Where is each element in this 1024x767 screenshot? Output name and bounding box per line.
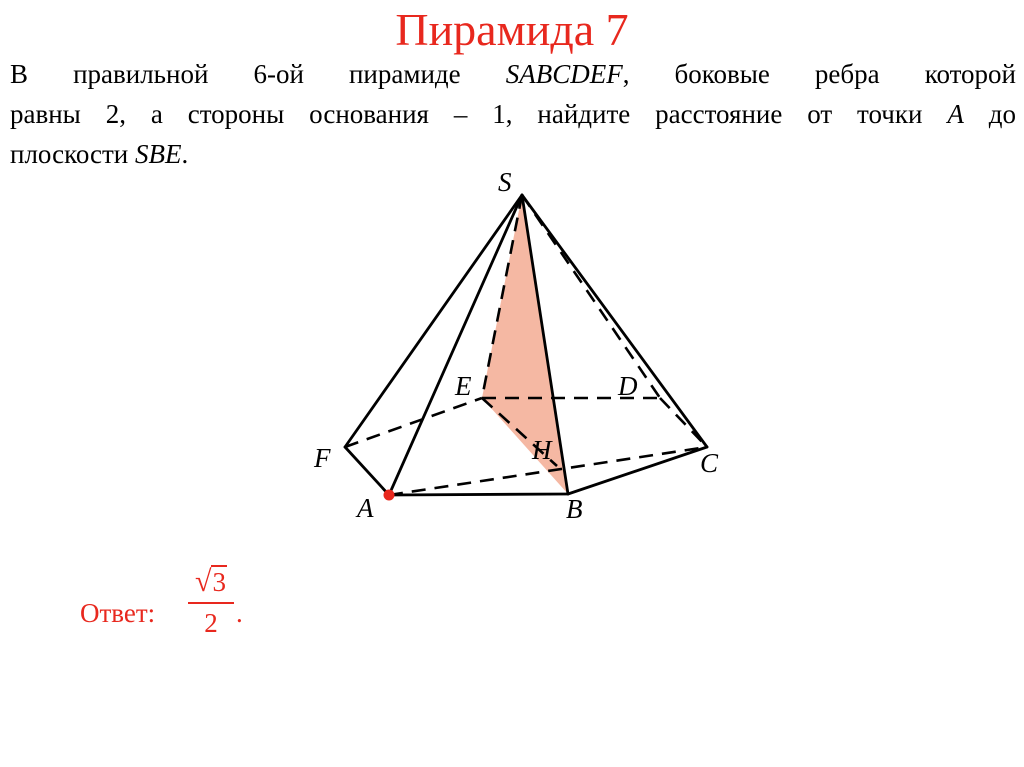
point-a-marker bbox=[384, 490, 395, 501]
label-f: F bbox=[314, 443, 331, 473]
label-s: S bbox=[498, 167, 512, 197]
problem-line-1: В правильной 6-ой пирамиде SABCDEF, боковые ребра которой bbox=[10, 59, 1016, 89]
fraction-numerator bbox=[188, 564, 234, 600]
edge-ab bbox=[389, 494, 568, 495]
fraction-bar bbox=[188, 602, 234, 604]
problem-line-3: плоскости SBE. bbox=[10, 139, 189, 169]
label-c: C bbox=[700, 448, 719, 478]
plane-name: SBE bbox=[134, 139, 182, 169]
fraction-denominator: 2 bbox=[204, 608, 218, 638]
label-d: D bbox=[618, 371, 638, 401]
problem-line-2: равны 2, а стороны основания – 1, найдите расстояние от точки A до bbox=[10, 99, 1016, 129]
answer-label: Ответ: bbox=[80, 598, 156, 628]
answer-fraction bbox=[188, 564, 234, 640]
sqrt-icon: √ bbox=[195, 565, 212, 598]
label-h: H bbox=[532, 435, 552, 465]
slide-title: Пирамида 7 bbox=[395, 4, 629, 55]
label-b: B bbox=[566, 494, 583, 524]
pyramid-name: SABCDEF bbox=[505, 59, 623, 89]
point-name: A bbox=[947, 99, 964, 129]
sqrt-radicand: 3 bbox=[212, 567, 226, 597]
label-e: E bbox=[455, 371, 472, 401]
answer-period: . bbox=[236, 598, 243, 628]
edge-bc bbox=[568, 447, 707, 494]
label-a: A bbox=[357, 493, 374, 523]
edge-fa bbox=[345, 447, 389, 495]
